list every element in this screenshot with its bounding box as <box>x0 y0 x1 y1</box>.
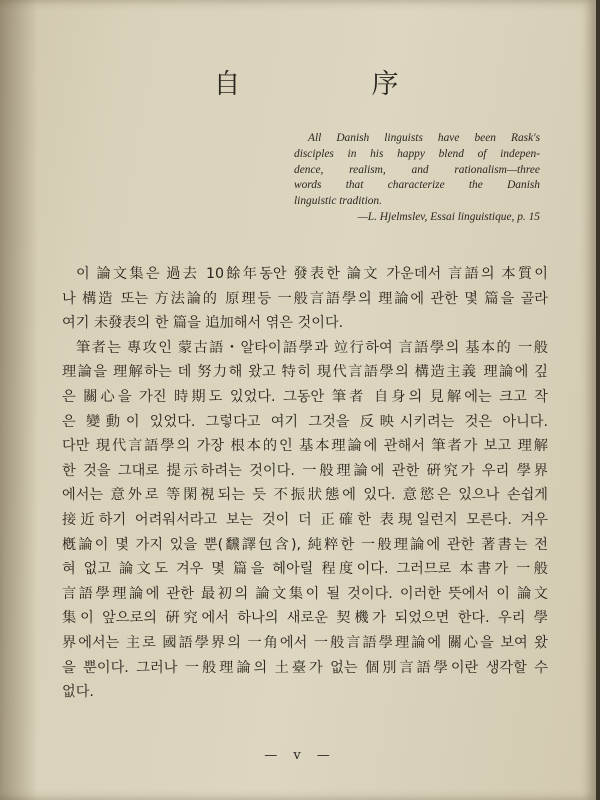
epigraph <box>294 131 540 226</box>
body-line: 나 構造 또는 方法論的 原理등 一般言語學의 理論에 관한 몇 篇을 골라 <box>62 290 548 307</box>
body-line: 혀 없고 論文도 겨우 몇 篇을 헤아릴 程度이다. 그러므로 本書가 一般 <box>62 561 548 578</box>
body-line: 없다. <box>62 684 94 701</box>
epigraph-source: —L. Hjelmslev, Essai linguistique, p. 15 <box>357 210 540 223</box>
epigraph-line: linguistic tradition. <box>294 195 382 208</box>
body-line: 은 變動이 있었다. 그렇다고 여기 그것을 反映시키려는 것은 아니다. <box>62 413 548 430</box>
epigraph-line: dence, realism, and rationalism—three <box>294 163 540 176</box>
page-title: 自 序 <box>213 69 451 100</box>
body-line: 다만 現代言語學의 가장 根本的인 基本理論에 관해서 筆者가 보고 理解 <box>62 438 548 455</box>
body-line: 에서는 意外로 等閑視되는 듯 不振狀態에 있다. 意慾은 있으나 손쉽게 <box>62 487 548 504</box>
body-line: 筆者는 專攻인 蒙古語・알타이語學과 竝行하여 言語學의 基本的 一般 <box>76 339 548 356</box>
page-number: — v — <box>264 748 336 763</box>
body-line: 接近하기 어려워서라고 보는 것이 더 正確한 表現일런지 모른다. 겨우 <box>62 511 548 528</box>
epigraph-line: All Danish linguists have been Rask's <box>308 132 540 144</box>
body-line: 을 뿐이다. 그러나 一般理論의 土臺가 없는 個別言語學이란 생각할 수 <box>62 659 548 676</box>
binding-shadow <box>0 0 38 800</box>
body-line: 理論을 理解하는 데 努力해 왔고 特히 現代言語學의 構造主義 理論에 깊 <box>62 364 548 381</box>
epigraph-line: words that characterize the Danish <box>294 179 540 192</box>
body-line: 言語學理論에 관한 最初의 論文集이 될 것이다. 이러한 뜻에서 이 論文 <box>62 585 548 602</box>
body-line: 여기 未發表의 한 篇을 追加해서 엮은 것이다. <box>62 315 344 332</box>
body-line: 槪論이 몇 가지 있을 뿐(飜譯包含), 純粹한 一般理論에 관한 著書는 전 <box>62 536 548 553</box>
body-line: 界에서는 主로 國語學界의 一角에서 一般言語學理論에 關心을 보여 왔 <box>62 634 548 651</box>
body-line: 은 關心을 가진 時期도 있었다. 그동안 筆者 自身의 見解에는 크고 작 <box>62 388 548 405</box>
preface-body <box>62 262 548 705</box>
body-line: 이 論文集은 過去 10餘年동안 發表한 論文 가운데서 言語의 本質이 <box>76 266 548 282</box>
body-line: 한 것을 그대로 提示하려는 것이다. 一般理論에 관한 硏究가 우리 學界 <box>62 462 548 479</box>
epigraph-line: disciples in his happy blend of indepen- <box>294 147 540 160</box>
body-line: 集이 앞으로의 硏究에서 하나의 새로운 契機가 되었으면 한다. 우리 學 <box>62 610 548 627</box>
